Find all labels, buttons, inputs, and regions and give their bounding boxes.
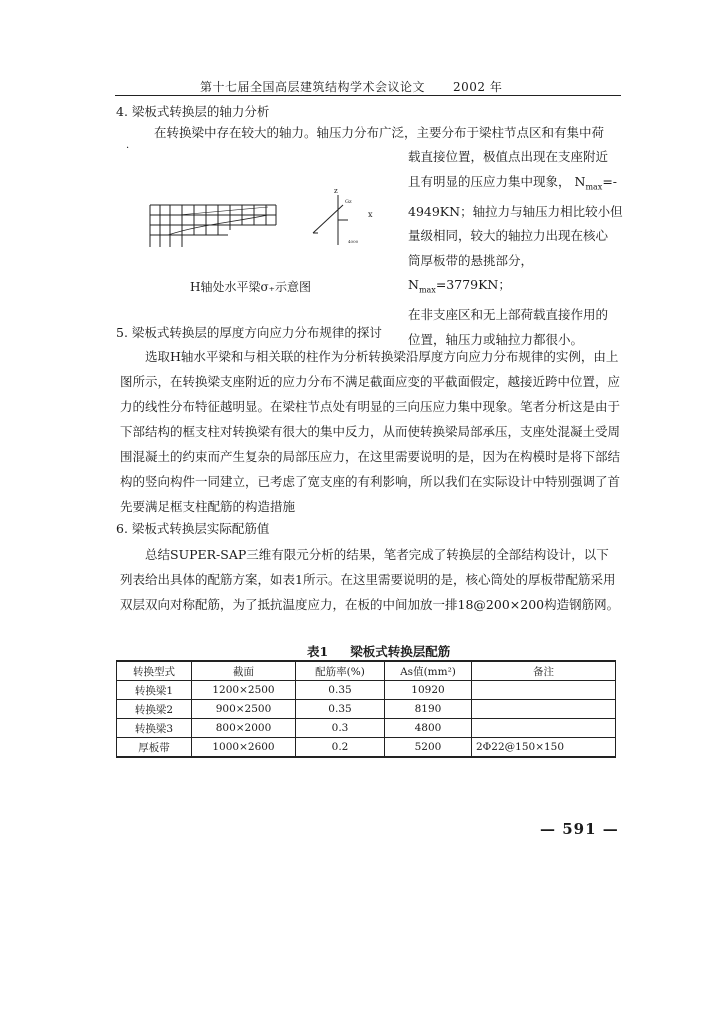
section-4-right-column (408, 145, 630, 352)
axis-x-label: x (368, 210, 373, 219)
table-row (117, 700, 616, 719)
table-cell: 800×2000 (192, 719, 296, 738)
table-label: 表1 (307, 644, 329, 659)
page-number: — 591 — (540, 820, 619, 838)
table-cell: 900×2500 (192, 700, 296, 719)
section-4-heading: 4. 梁板式转换层的轴力分析 (116, 104, 270, 119)
table-header-row (117, 661, 616, 681)
table-caption: 梁板式转换层配筋 (350, 644, 451, 659)
right-line-4: 量级相同，较大的轴拉力出现在核心 (408, 228, 609, 243)
beam-grid (150, 205, 276, 247)
stress-diagram-figure (148, 185, 388, 260)
table-cell: 转换梁2 (117, 700, 192, 719)
reinforcement-table (116, 660, 616, 758)
section-5-paragraph: 选取H轴水平梁和与相关联的柱作为分析转换梁沿厚度方向应力分布规律的实例，由上图所示，在转换梁支座附近的应力分布不满足截面应变的平截面假定，越接近跨中位置，应力的线性分布特征越明显。在梁柱节点处有明显的三向压应力集中现象。笔者分析这是由于下部结构的框支柱对转换梁有很大的集中反力，从而使转换梁局部承压，支座处混凝土受周围混凝土的约束而产生复杂的局部压应力，在这里需要说明的是，因为在构模时是将下部结构的竖向构件一同建立，已考虑了宽支座的有利影响，所以我们在实际设计中特别强调了首先要满足框支柱配筋的构造措施 (120, 349, 621, 514)
table-row (117, 719, 616, 738)
table-cell: 0.35 (296, 681, 385, 700)
table-row (117, 681, 616, 700)
section-6-paragraph: 总结SUPER-SAP三维有限元分析的结果，笔者完成了转换层的全部结构设计，以下列表给出具体的配筋方案，如表1所示。在这里需要说明的是，核心筒处的厚板带配筋采用双层双向对称配筋，为了抵抗温度应力，在板的中间加放一排18@200×200构造钢筋网。 (120, 547, 620, 612)
section-5-heading: 5. 梁板式转换层的厚度方向应力分布规律的探讨 (116, 325, 382, 340)
table-cell: 转换梁1 (117, 681, 192, 700)
table-cell: 1000×2600 (192, 738, 296, 758)
running-header (200, 78, 502, 95)
figure-label-a: Gz (345, 199, 352, 205)
stress-axis-sketch (313, 195, 348, 245)
table-cell: 转换梁3 (117, 719, 192, 738)
table-cell: 0.35 (296, 700, 385, 719)
table-cell: 2Φ22@150×150 (472, 738, 616, 758)
table-cell: 4800 (385, 719, 472, 738)
right-line-1: 载直接位置，极值点出现在支座附近 (408, 149, 609, 164)
table-cell (472, 700, 616, 719)
table-cell: 8190 (385, 700, 472, 719)
table-header-cell: 备注 (472, 661, 616, 681)
nmax-symbol-2: $N_{max}$ (408, 277, 436, 295)
section-4-lead: 在转换梁中存在较大的轴力。轴压力分布广泛，主要分布于梁柱节点区和有集中荷 (154, 125, 605, 140)
figure-caption: H轴处水平梁σ₊示意图 (190, 280, 311, 294)
table-header-cell: 配筋率(%) (296, 661, 385, 681)
table-row (117, 738, 616, 758)
header-title: 第十七届全国高层建筑结构学术会议论文 (200, 80, 426, 94)
nmax-symbol: $N_{max}$ (574, 173, 603, 191)
table-cell: 0.3 (296, 719, 385, 738)
table-cell: 厚板带 (117, 738, 192, 758)
right-line-2: 且有明显的压应力集中现象， $N_{max}=-$ (408, 173, 618, 191)
table-header-cell: 转换型式 (117, 661, 192, 681)
right-line-3: 4949KN；轴拉力与轴压力相比较小但 (408, 203, 623, 219)
table-cell (472, 681, 616, 700)
right-line-7: 位置，轴压力或轴拉力都很小。 (408, 331, 584, 347)
axis-z-label: z (334, 187, 338, 195)
section-6-heading: 6. 梁板式转换层实际配筋值 (116, 521, 270, 536)
table-cell: 1200×2500 (192, 681, 296, 700)
table-cell: 10920 (385, 681, 472, 700)
header-year: 2002 年 (453, 80, 503, 94)
table-title (307, 642, 450, 660)
table-cell (472, 719, 616, 738)
table-header-cell: 截面 (192, 661, 296, 681)
table-cell: 5200 (385, 738, 472, 758)
right-line-5: 筒厚板带的悬挑部分， $N_{max}=3779KN$； (408, 252, 534, 295)
right-line-6: 在非支座区和无上部荷载直接作用的 (408, 307, 609, 322)
margin-mark: · (126, 143, 130, 154)
table-header-cell: As值(mm²) (385, 661, 472, 681)
figure-label-b: 4000 (348, 239, 359, 244)
table-cell: 0.2 (296, 738, 385, 758)
header-rule (115, 95, 621, 96)
